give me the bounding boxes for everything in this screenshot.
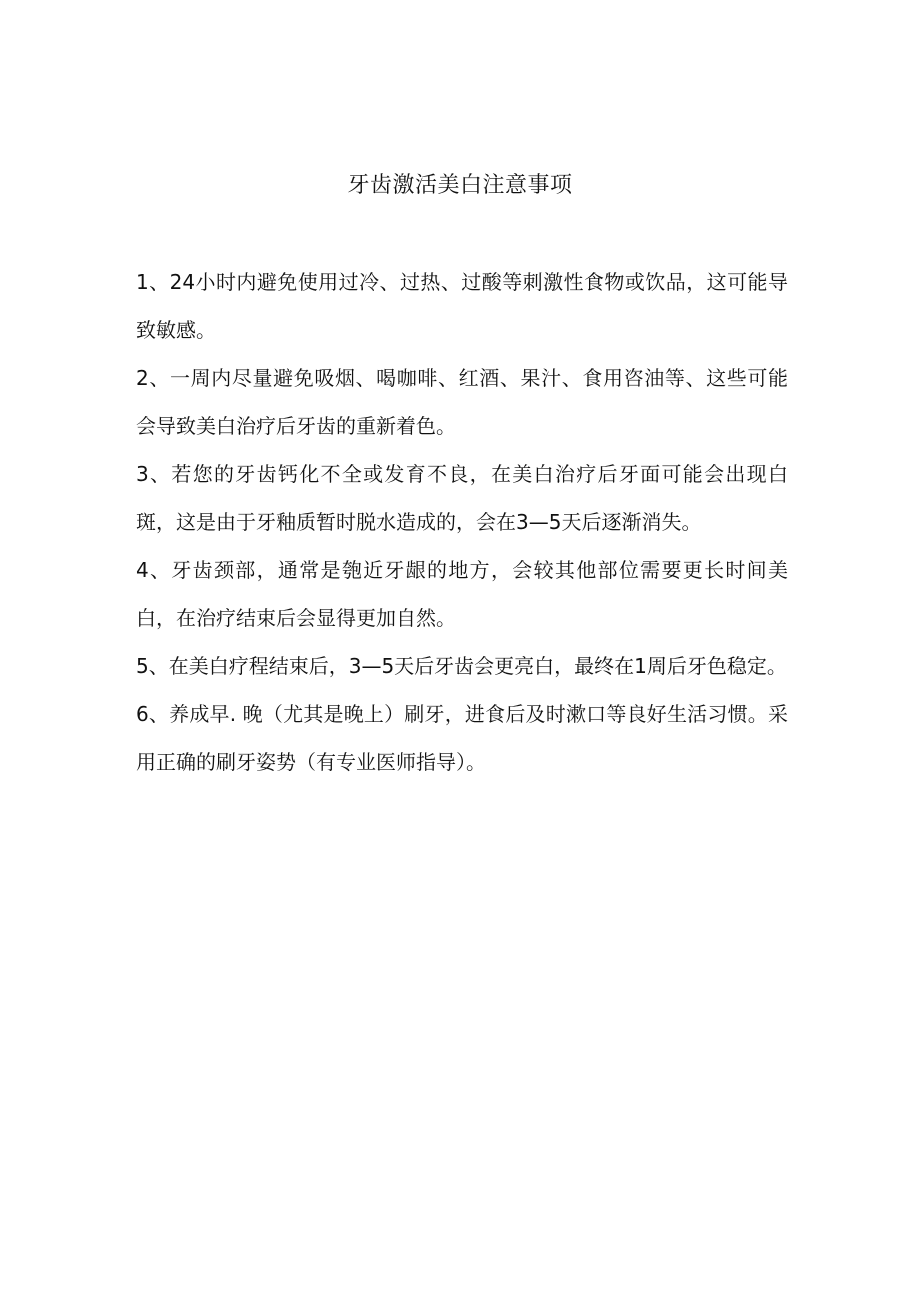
- note-item-5: 5、在美白疗程结束后，3—5天后牙齿会更亮白，最终在1周后牙色稳定。: [136, 654, 787, 678]
- note-item-4: 4、牙齿颈部，通常是匏近牙龈的地方，会较其他部位需要更长时间美白，在治疗结束后会显得更加自然。: [136, 558, 788, 630]
- document-title: 牙齿激活美白注意事项: [347, 173, 573, 198]
- note-item-6: 6、养成早. 晚（尤其是晚上）刷牙，进食后及时漱口等良好生活习惯。采用正确的刷牙姿势（有专业医师指导）。: [136, 702, 788, 774]
- note-item-2: 2、一周内尽量避免吸烟、喝咖啡、红酒、果汁、食用咨油等、这些可能会导致美白治疗后牙齿的重新着色。: [136, 366, 788, 438]
- document-body: [136, 258, 788, 786]
- note-item-3: 3、若您的牙齿钙化不全或发育不良，在美白治疗后牙面可能会出现白斑，这是由于牙釉质暂时脱水造成的，会在3—5天后逐渐消失。: [136, 462, 788, 534]
- note-item-1: 1、24小时内避免使用过冷、过热、过酸等刺激性食物或饮品，这可能导致敏感。: [136, 270, 788, 342]
